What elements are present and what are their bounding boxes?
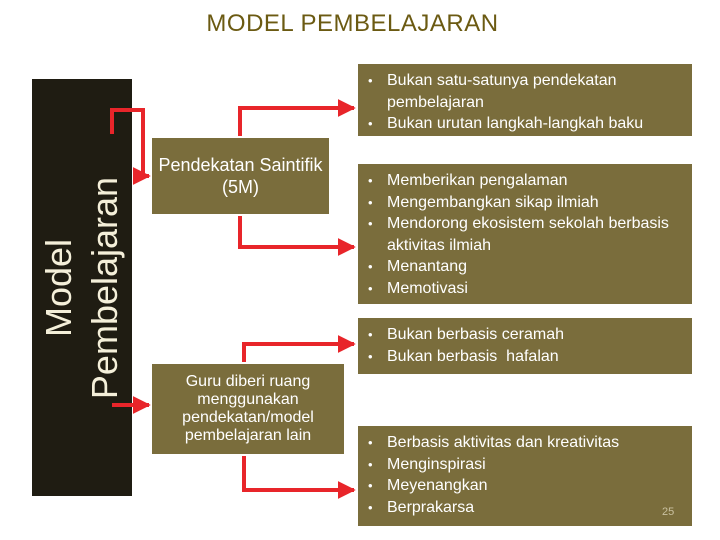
list-item: • Menantang (368, 258, 468, 276)
guru-diberi-ruang-label: Guru diberi ruang menggunakan pendekatan/model pembelajaran lain (182, 373, 314, 444)
guru-diberi-ruang-box (152, 364, 344, 454)
panel-berbasis-aktivitas (358, 426, 692, 526)
list-item: • Mendorong ekosistem sekolah berbasis aktivitas ilmiah (368, 215, 669, 254)
pendekatan-saintifik-label: Pendekatan Saintifik (5M) (158, 155, 323, 197)
sidebar-label: Model Pembelajaran (38, 176, 125, 400)
connector-sidebar-top (112, 110, 149, 176)
page-number: 25 (662, 506, 675, 518)
list-item: • Memotivasi (368, 279, 468, 297)
pendekatan-saintifik-box (152, 138, 329, 214)
list-item: • Berbasis aktivitas dan kreativitas (368, 434, 620, 451)
connector-to-panel-4 (244, 456, 354, 490)
list-item: • Bukan berbasis ceramah (368, 326, 564, 343)
list-item: • Mengembangkan sikap ilmiah (368, 193, 599, 211)
list-item: • Bukan urutan langkah-langkah baku (368, 115, 644, 133)
list-item: • Menginspirasi (368, 455, 486, 473)
list-item: • Berprakarsa (368, 498, 475, 516)
connector-to-panel-1 (240, 108, 354, 136)
connector-to-panel-2 (240, 216, 354, 247)
list-item: • Memberikan pengalaman (368, 172, 568, 189)
list-item: • Bukan berbasis hafalan (368, 347, 559, 365)
list-item: • Bukan satu-satunya pendekatan pembelajaran (368, 72, 617, 111)
panel-manfaat (358, 164, 692, 304)
list-item: • Meyenangkan (368, 477, 488, 495)
connector-to-panel-3 (244, 344, 354, 362)
panel-bukan-satu-satunya (358, 64, 692, 136)
page-title: MODEL PEMBELAJARAN (206, 10, 499, 37)
panel-bukan-berbasis (358, 318, 692, 374)
